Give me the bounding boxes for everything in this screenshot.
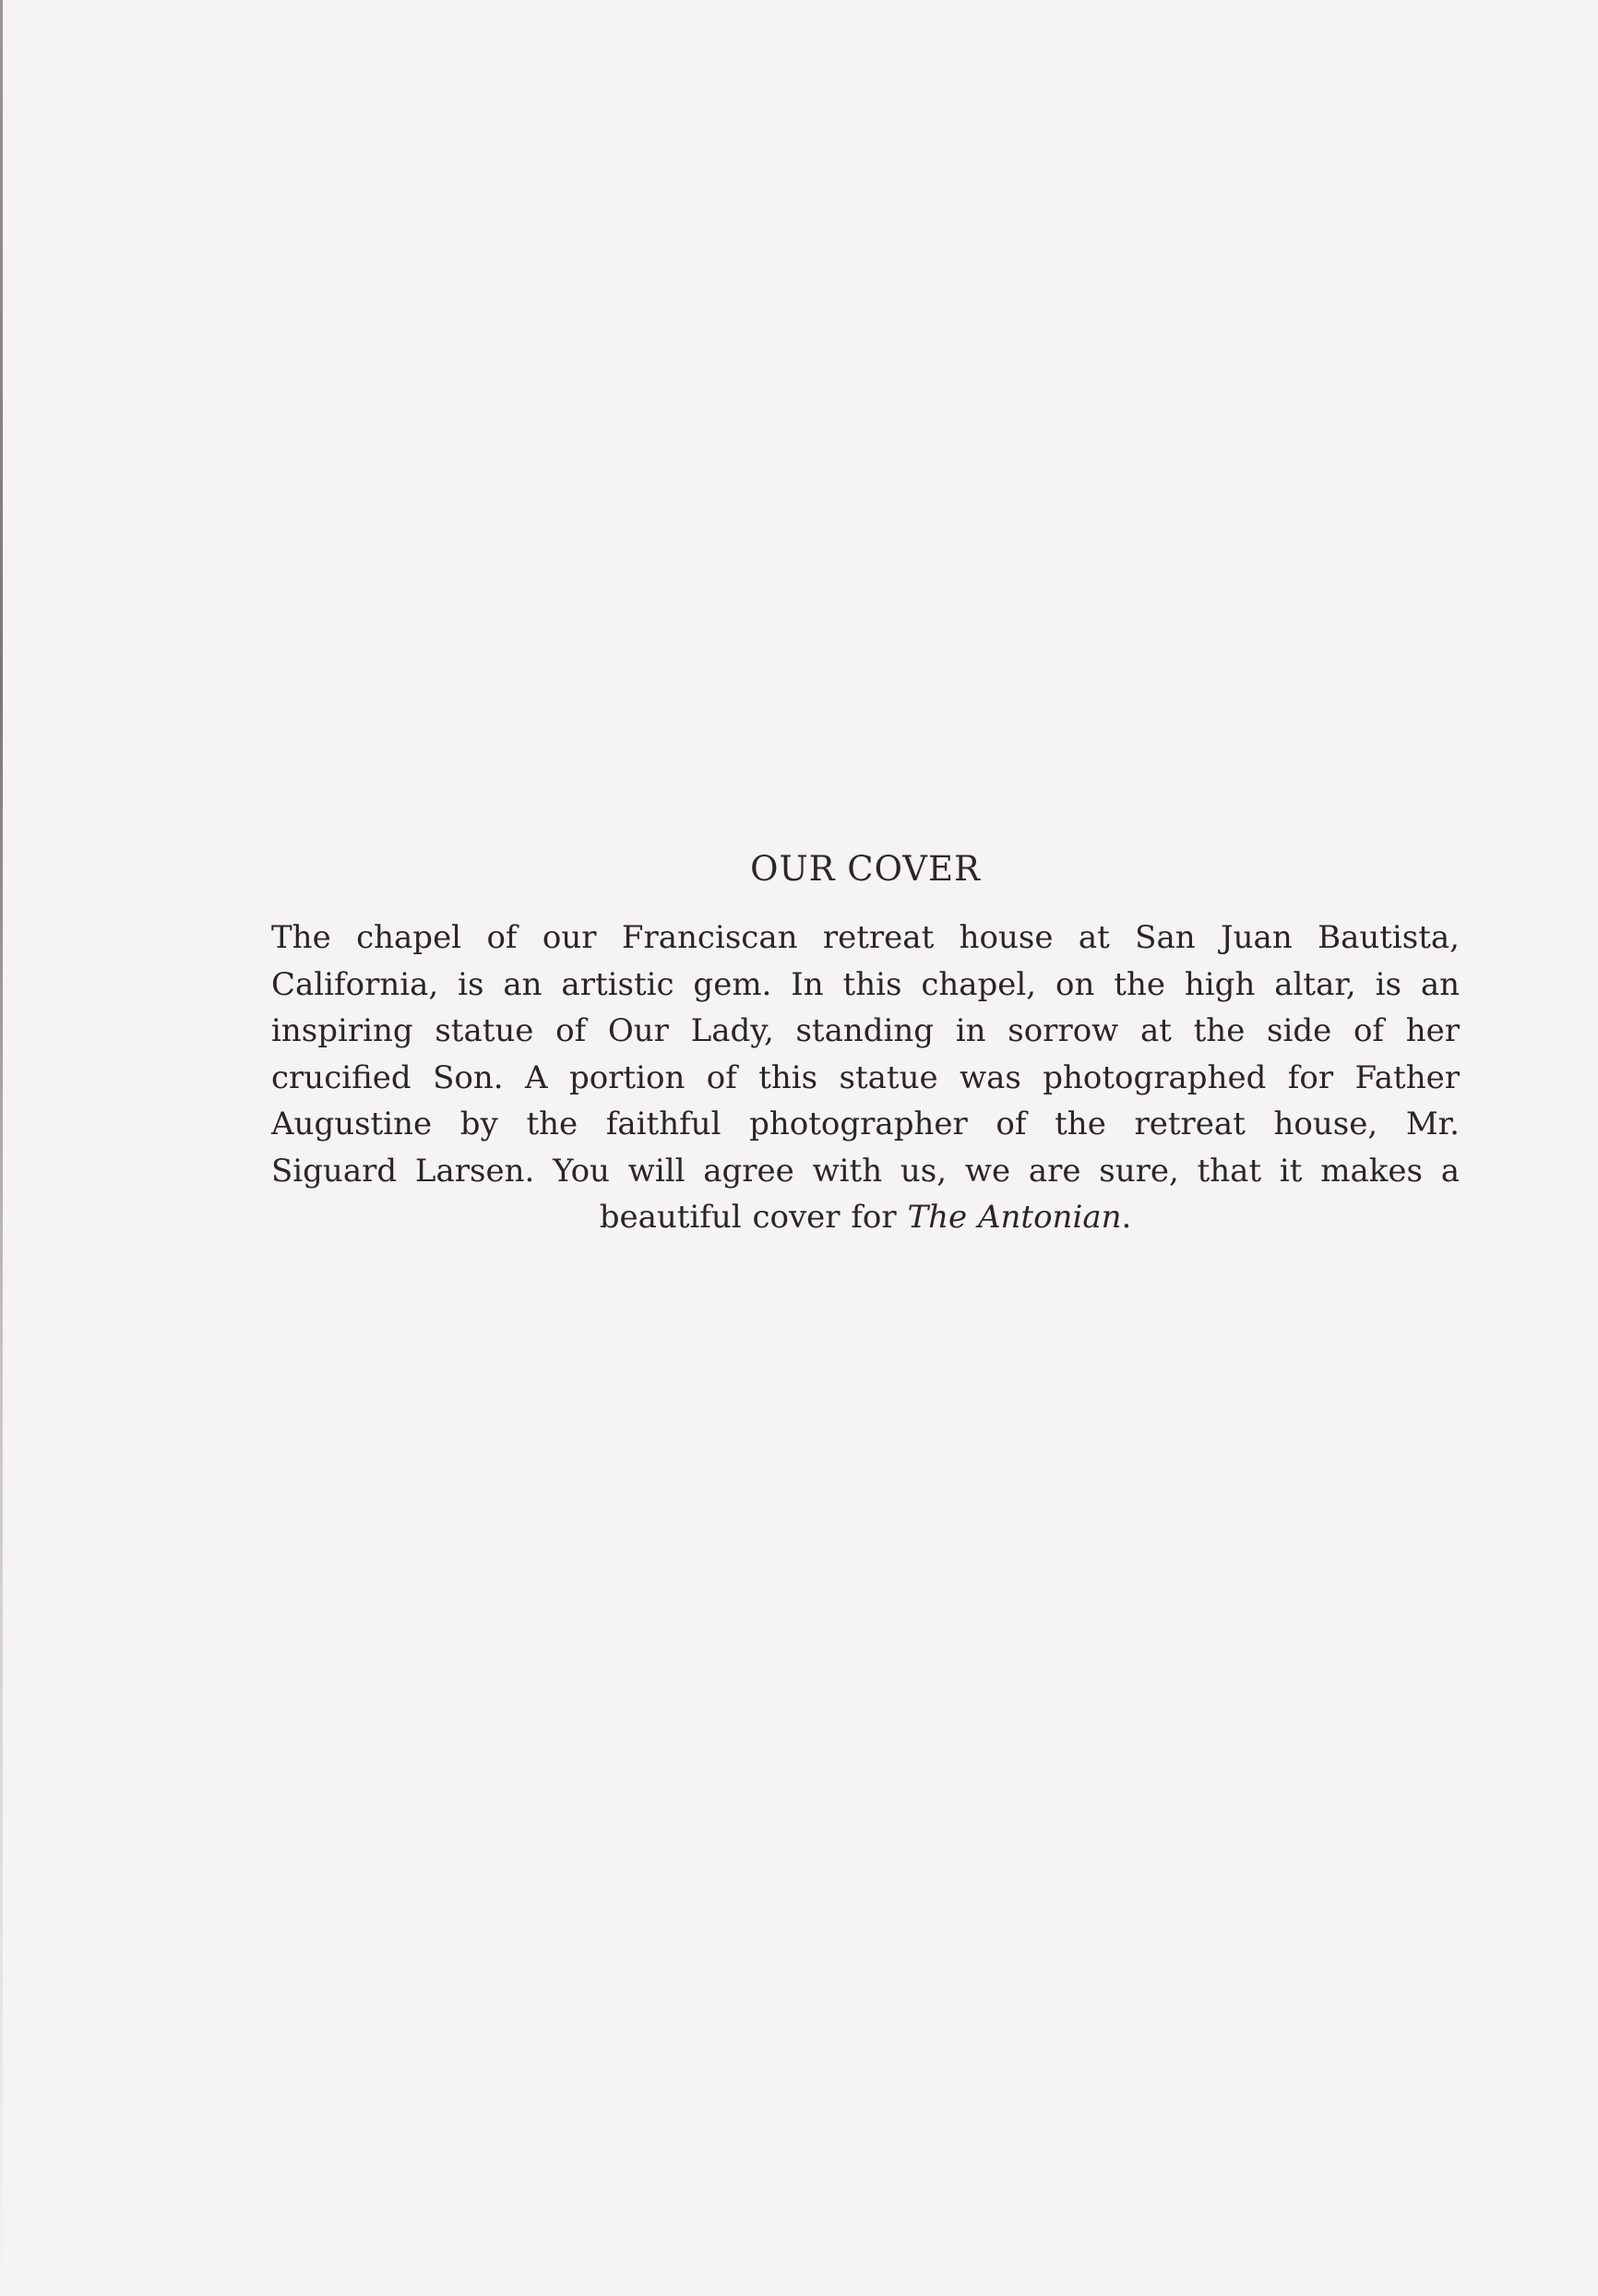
last-line-suffix: .: [1121, 1199, 1132, 1236]
page-title: OUR COVER: [750, 849, 981, 889]
publication-title: The Antonian: [907, 1199, 1122, 1236]
paragraph-last-line: [271, 1194, 1460, 1241]
paragraph-line: The chapel of our Franciscan retreat house at San Juan Bautista,: [271, 919, 1460, 956]
paragraph-line: inspiring statue of Our Lady, standing in sorrow at the side of her: [271, 1012, 1460, 1049]
cover-note: [271, 849, 1460, 1241]
body-paragraph: [271, 915, 1460, 1241]
paragraph-line: Augustine by the faithful photographer of the retreat house, Mr.: [271, 1106, 1460, 1142]
last-line-prefix: beautiful cover for: [599, 1199, 908, 1236]
paragraph-line: Siguard Larsen. You will agree with us, we are sure, that it makes a: [271, 1152, 1460, 1190]
paragraph-line: crucified Son. A portion of this statue was photographed for Father: [271, 1058, 1460, 1096]
page-edge-shadow: [0, 0, 3, 2296]
paragraph-line: California, is an artistic gem. In this chapel, on the high altar, is an: [271, 965, 1460, 1003]
